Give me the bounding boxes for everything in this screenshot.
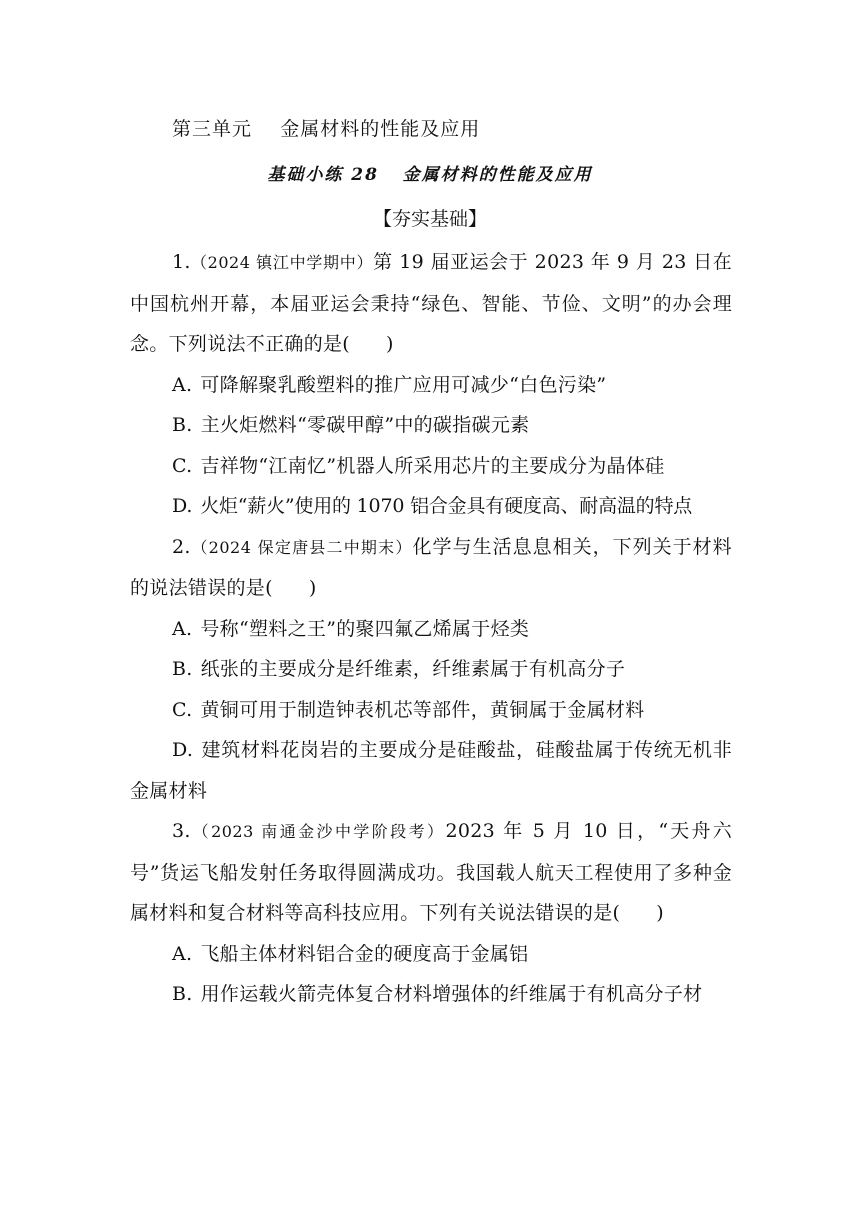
question-2-stem [130,527,732,609]
question-3-stem [130,811,732,934]
question-2-source: （2024 保定唐县二中期末） [190,537,413,557]
option-text: 吉祥物“江南忆”机器人所采用芯片的主要成分为晶体硅 [200,454,665,477]
option-text: 用作运载火箭壳体复合材料增强体的纤维属于有机高分子材 [200,983,703,1005]
practice-title [0,160,860,185]
question-1-option-b [130,405,732,446]
option-letter: A. [172,942,193,965]
option-text: 黄铜可用于制造钟表机芯等部件，黄铜属于金属材料 [200,698,645,721]
section-title: 【夯实基础】 [372,208,487,230]
practice-name: 金属材料的性能及应用 [402,165,593,185]
question-1-source: （2024 镇江中学期中） [190,253,374,272]
option-text: 飞船主体材料铝合金的硬度高于金属铝 [200,942,529,965]
question-2-option-b [130,649,732,690]
option-text: 主火炬燃料“零碳甲醇”中的碳指碳元素 [200,414,530,436]
question-3-option-a [130,934,732,975]
question-1-option-c [130,446,732,487]
practice-label: 基础小练 28 [267,165,379,185]
question-1-number: 1. [172,251,191,273]
option-text: 可降解聚乳酸塑料的推广应用可减少“白色污染” [200,373,607,396]
question-1-stem [130,242,732,365]
question-3-option-b [130,974,732,1015]
option-letter: B. [172,414,193,436]
unit-name: 金属材料的性能及应用 [280,118,481,140]
option-letter: A. [172,373,193,396]
question-2-text: 化学与生活息息相关，下列关于材料的说法错误的是( [130,535,732,599]
option-letter: B. [172,658,193,680]
question-2-option-d [130,730,732,811]
question-3-number: 3. [172,820,191,842]
option-text: 建筑材料花岗岩的主要成分是硅酸盐，硅酸盐属于传统无机非金属材料 [130,739,732,802]
option-text: 纸张的主要成分是纤维素，纤维素属于有机高分子 [200,658,626,680]
option-letter: D. [172,739,194,761]
option-letter: A. [172,617,193,640]
question-3-text: 2023 年 5 月 10 日，“天舟六号”货运飞船发射任务取得圆满成功。我国载人航天工程使用了多种金属材料和复合材料等高科技应用。下列有关说法错误的是( [130,820,733,924]
option-text: 号称“塑料之王”的聚四氟乙烯属于烃类 [200,617,530,640]
question-3-source: （2023 南通金沙中学阶段考） [190,822,446,841]
option-letter: B. [172,983,193,1005]
question-list [130,242,732,1015]
question-1-text-end: ) [386,333,394,355]
question-2-number: 2. [172,535,191,558]
question-1-text: 第 19 届亚运会于 2023 年 9 月 23 日在中国杭州开幕，本届亚运会秉持“绿色、智能、节俭、文明”的办会理念。下列说法不正确的是( [130,251,732,355]
question-2-option-c [130,690,732,731]
option-text: 火炬“薪火”使用的 1070 铝合金具有硬度高、耐高温的特点 [200,495,693,517]
unit-title [172,114,480,141]
question-1-option-d [130,486,732,527]
question-3-text-end: ) [656,902,664,924]
option-letter: C. [172,454,193,477]
option-letter: D. [172,495,193,517]
question-2-text-end: ) [308,577,317,599]
question-1-option-a [130,365,732,406]
question-2-option-a [130,609,732,650]
unit-label: 第三单元 [172,118,253,140]
option-letter: C. [172,698,193,721]
